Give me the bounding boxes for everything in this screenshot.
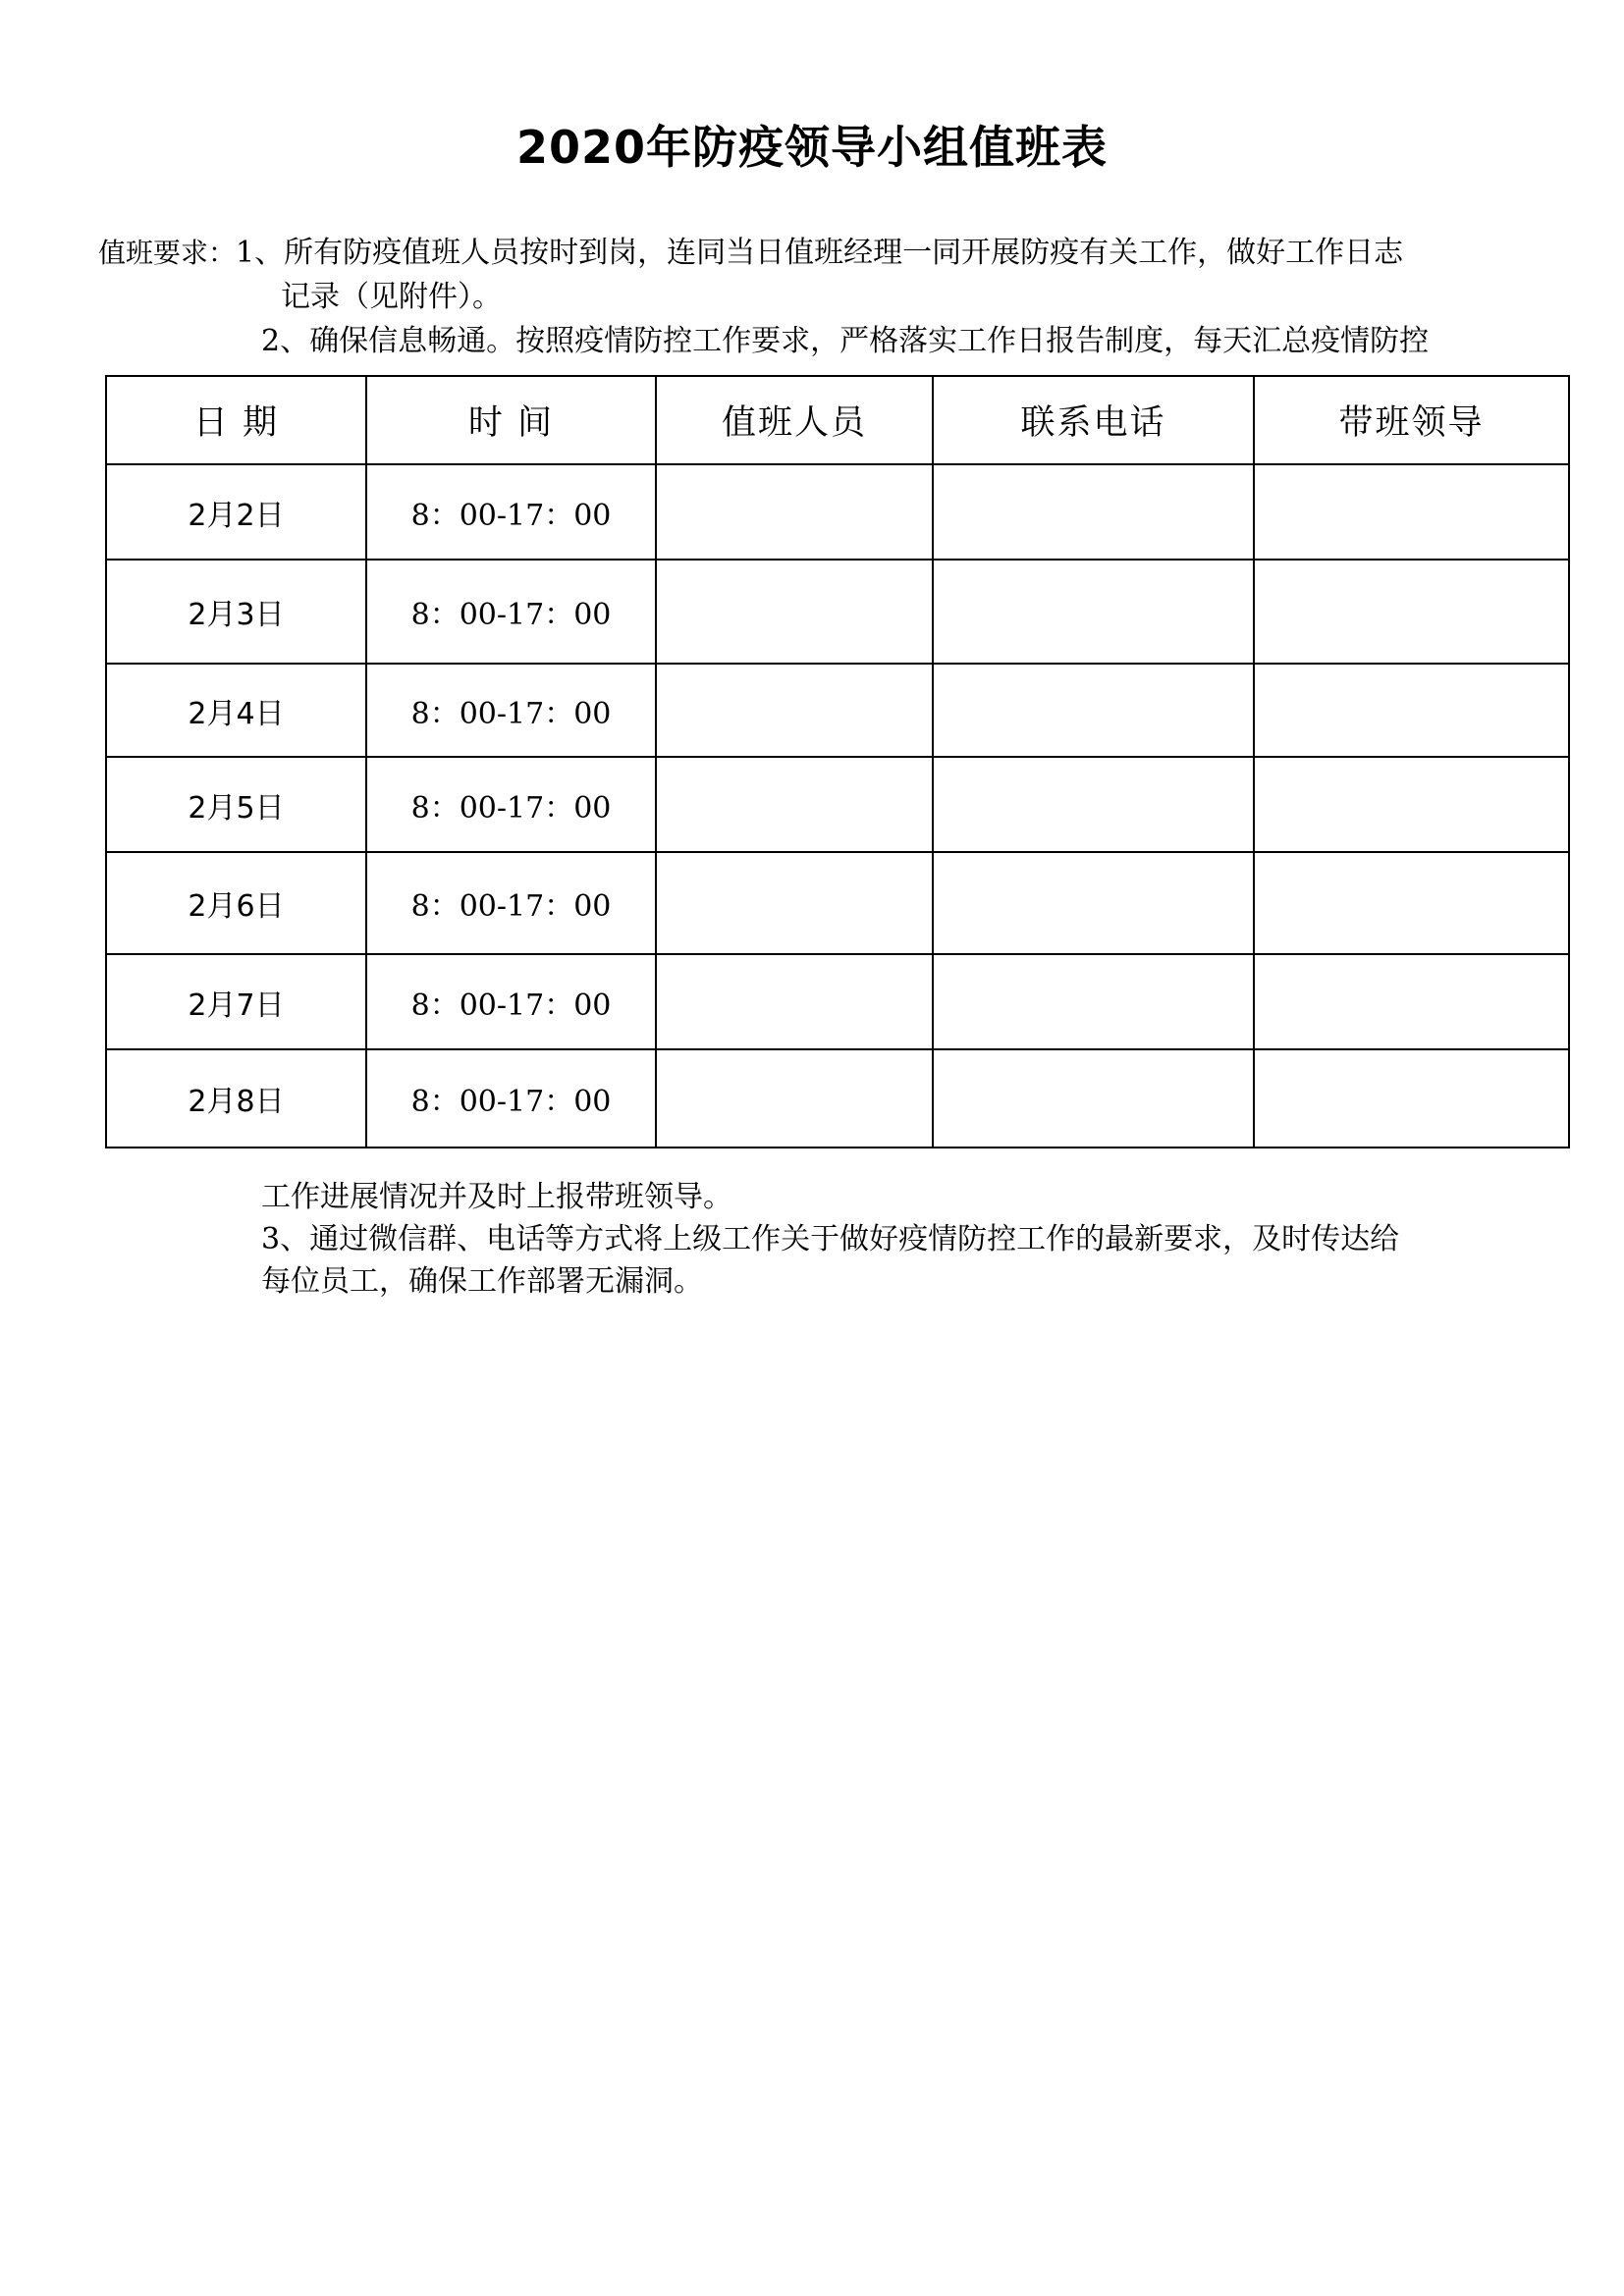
header-staff: 值班人员 — [656, 376, 933, 464]
cell-date: 2月7日 — [106, 954, 366, 1049]
cell-leader[interactable] — [1254, 560, 1569, 664]
cell-date: 2月3日 — [106, 560, 366, 664]
requirements-prefix: 值班要求： — [98, 237, 237, 269]
cell-staff[interactable] — [656, 852, 933, 954]
cell-phone[interactable] — [933, 560, 1254, 664]
cell-time: 8：00-17：00 — [366, 464, 656, 560]
cell-phone[interactable] — [933, 664, 1254, 757]
duty-table — [105, 375, 1570, 1148]
cell-leader[interactable] — [1254, 1049, 1569, 1148]
cell-date: 2月4日 — [106, 664, 366, 757]
cell-time: 8：00-17：00 — [366, 852, 656, 954]
header-leader: 带班领导 — [1254, 376, 1569, 464]
cell-staff[interactable] — [656, 664, 933, 757]
cell-staff[interactable] — [656, 464, 933, 560]
table-row — [106, 1049, 1569, 1148]
cell-staff[interactable] — [656, 1049, 933, 1148]
cell-date: 2月6日 — [106, 852, 366, 954]
header-time: 时 间 — [366, 376, 656, 464]
requirement-2-line-1: 2、确保信息畅通。按照疫情防控工作要求，严格落实工作日报告制度，每天汇总疫情防控 — [261, 324, 1430, 358]
requirement-3-line-2: 每位员工，确保工作部署无漏洞。 — [261, 1264, 703, 1299]
cell-phone[interactable] — [933, 852, 1254, 954]
cell-leader[interactable] — [1254, 757, 1569, 852]
cell-leader[interactable] — [1254, 664, 1569, 757]
header-phone: 联系电话 — [933, 376, 1254, 464]
page-title: 2020年防疫领导小组值班表 — [515, 121, 1109, 174]
table-row — [106, 954, 1569, 1049]
requirement-1-line-1 — [98, 233, 1403, 274]
cell-leader[interactable] — [1254, 852, 1569, 954]
cell-phone[interactable] — [933, 757, 1254, 852]
table-header-row — [106, 376, 1569, 464]
cell-phone[interactable] — [933, 954, 1254, 1049]
cell-phone[interactable] — [933, 464, 1254, 560]
table-row — [106, 560, 1569, 664]
table-row — [106, 464, 1569, 560]
cell-staff[interactable] — [656, 560, 933, 664]
cell-phone[interactable] — [933, 1049, 1254, 1148]
cell-date: 2月8日 — [106, 1049, 366, 1148]
requirement-1-line-2: 记录（见附件）。 — [281, 280, 502, 314]
cell-time: 8：00-17：00 — [366, 757, 656, 852]
cell-date: 2月5日 — [106, 757, 366, 852]
cell-leader[interactable] — [1254, 954, 1569, 1049]
cell-time: 8：00-17：00 — [366, 954, 656, 1049]
table-row — [106, 757, 1569, 852]
cell-leader[interactable] — [1254, 464, 1569, 560]
cell-staff[interactable] — [656, 954, 933, 1049]
header-date: 日 期 — [106, 376, 366, 464]
table-row — [106, 664, 1569, 757]
table-row — [106, 852, 1569, 954]
requirement-3-line-1: 3、通过微信群、电话等方式将上级工作关于做好疫情防控工作的最新要求，及时传达给 — [261, 1222, 1400, 1256]
cell-date: 2月2日 — [106, 464, 366, 560]
requirement-1-text: 1、所有防疫值班人员按时到岗，连同当日值班经理一同开展防疫有关工作，做好工作日志 — [236, 236, 1404, 270]
cell-time: 8：00-17：00 — [366, 1049, 656, 1148]
cell-time: 8：00-17：00 — [366, 664, 656, 757]
requirement-2-line-2: 工作进展情况并及时上报带班领导。 — [261, 1180, 732, 1214]
cell-staff[interactable] — [656, 757, 933, 852]
cell-time: 8：00-17：00 — [366, 560, 656, 664]
